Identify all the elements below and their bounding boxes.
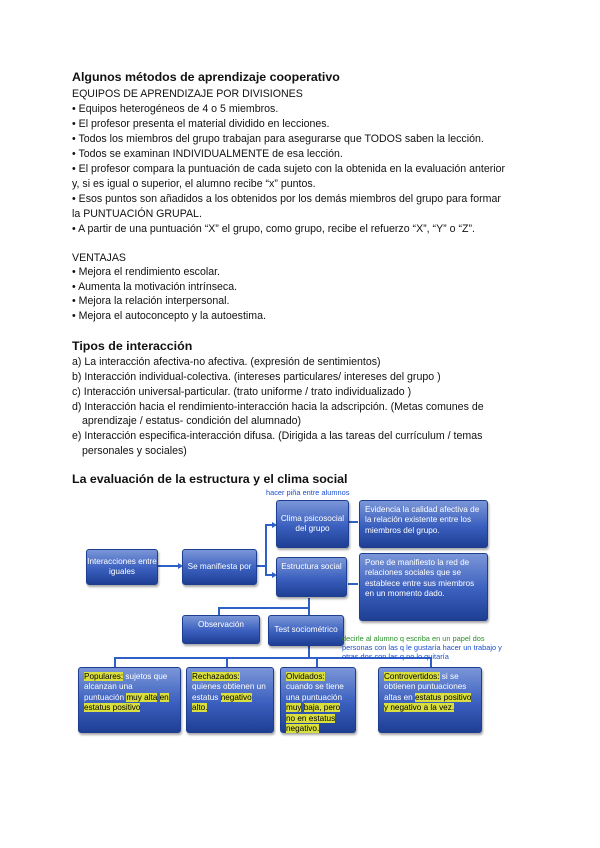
connector <box>114 657 116 667</box>
connector <box>218 607 220 615</box>
box-estructura: Estructura social <box>276 557 347 597</box>
note-hacer-pina: hacer piña entre alumnos <box>266 488 350 497</box>
tipo-line: c) Interacción universal-particular. (trato uniforme / trato individualizado ) <box>72 386 412 398</box>
label-rechazados: Rechazados: <box>192 672 240 681</box>
tipo-line: aprendizaje / estatus- condición del alumnado) <box>82 415 302 427</box>
box-observacion: Observación <box>182 615 260 644</box>
ventaja-item: • Aumenta la motivación intrínseca. <box>72 281 238 293</box>
bullet-line: • A partir de una puntuación “X” el grupo, como grupo, recibe el refuerzo “X”, “Y” o “Z”. <box>72 223 475 235</box>
ventajas-heading: VENTAJAS <box>72 252 126 264</box>
bullet-line: • Todos se examinan INDIVIDUALMENTE de esa lección. <box>72 148 343 160</box>
tipo-line: b) Interacción individual-colectiva. (intereses particulares/ intereses del grupo ) <box>72 371 441 383</box>
label-olvidados: Olvidados: <box>286 672 325 681</box>
connector <box>157 565 179 567</box>
connector <box>308 607 310 615</box>
tipo-line: a) La interacción afectiva-no afectiva. (expresión de sentimientos) <box>72 356 381 368</box>
bullet-line: • El profesor presenta el material dividido en lecciones. <box>72 118 330 130</box>
box-clima: Clima psicosocial del grupo <box>276 500 349 548</box>
box-clima-desc: Evidencia la calidad afectiva de la relación existente entre los miembros del grupo. <box>359 500 488 548</box>
box-se-manifiesta: Se manifiesta por <box>182 549 257 585</box>
bullet-line: • Todos los miembros del grupo trabajan para asegurarse que TODOS saben la lección. <box>72 133 484 145</box>
section-title-evaluacion: La evaluación de la estructura y el clima social <box>72 472 348 486</box>
note-test: decirle al alumno q escriba en un papel dos <box>342 634 485 643</box>
tipo-line: e) Interacción especifica-interacción difusa. (Dirigida a las tareas del currículum / temas <box>72 430 483 442</box>
connector <box>226 657 228 667</box>
bullet-line: • Equipos heterogéneos de 4 o 5 miembros. <box>72 103 279 115</box>
section-title-metodos: Algunos métodos de aprendizaje cooperativo <box>72 70 340 84</box>
connector <box>265 524 267 576</box>
bullet-line: y, si es igual o superior, el alumno recibe “x” puntos. <box>72 178 316 190</box>
box-populares: Populares: sujetos que alcanzan una puntuación muy alta en estatus positivo <box>78 667 181 733</box>
tipo-line: personales y sociales) <box>82 445 187 457</box>
note-test: personas con las q le gustaría hacer un trabajo y <box>342 643 502 652</box>
ventaja-item: • Mejora el autoconcepto y la autoestima. <box>72 310 266 322</box>
connector <box>308 644 310 658</box>
ventaja-item: • Mejora la relación interpersonal. <box>72 295 230 307</box>
connector <box>316 657 318 667</box>
box-estructura-desc: Pone de manifiesto la red de relaciones sociales que se establece entre sus miembros en un momento dado. <box>359 553 488 621</box>
connector <box>348 583 358 585</box>
bullet-line: • Esos puntos son añadidos a los obtenidos por los demás miembros del grupo para formar <box>72 193 501 205</box>
bullet-line: la PUNTUACIÓN GRUPAL. <box>72 208 202 220</box>
box-interacciones: Interacciones entre iguales <box>86 549 158 585</box>
box-controvertidos: Controvertidos: si se obtienen puntuaciones altas en estatus positivo y negativo a la vez. <box>378 667 482 733</box>
connector <box>218 607 310 609</box>
ventaja-item: • Mejora el rendimiento escolar. <box>72 266 220 278</box>
note-test: otras dos con las q no lo quitaría <box>342 652 449 661</box>
box-olvidados: Olvidados: cuando se tiene una puntuación muy baja, pero no en estatus negativo. <box>280 667 356 733</box>
box-test-sociometrico: Test sociométrico <box>268 615 344 646</box>
tipo-line: d) Interacción hacia el rendimiento-interacción hacia la adscripción. (Metas comunes de <box>72 401 484 413</box>
label-controvertidos: Controvertidos: <box>384 672 440 681</box>
section-title-tipos: Tipos de interacción <box>72 339 193 353</box>
connector <box>348 521 358 523</box>
bullet-line: • El profesor compara la puntuación de cada sujeto con la obtenida en la evaluación anterior <box>72 163 506 175</box>
label-populares: Populares: <box>84 672 124 681</box>
section-subtitle: EQUIPOS DE APRENDIZAJE POR DIVISIONES <box>72 88 303 100</box>
box-rechazados: Rechazados: quienes obtienen un estatus negativo alto. <box>186 667 274 733</box>
